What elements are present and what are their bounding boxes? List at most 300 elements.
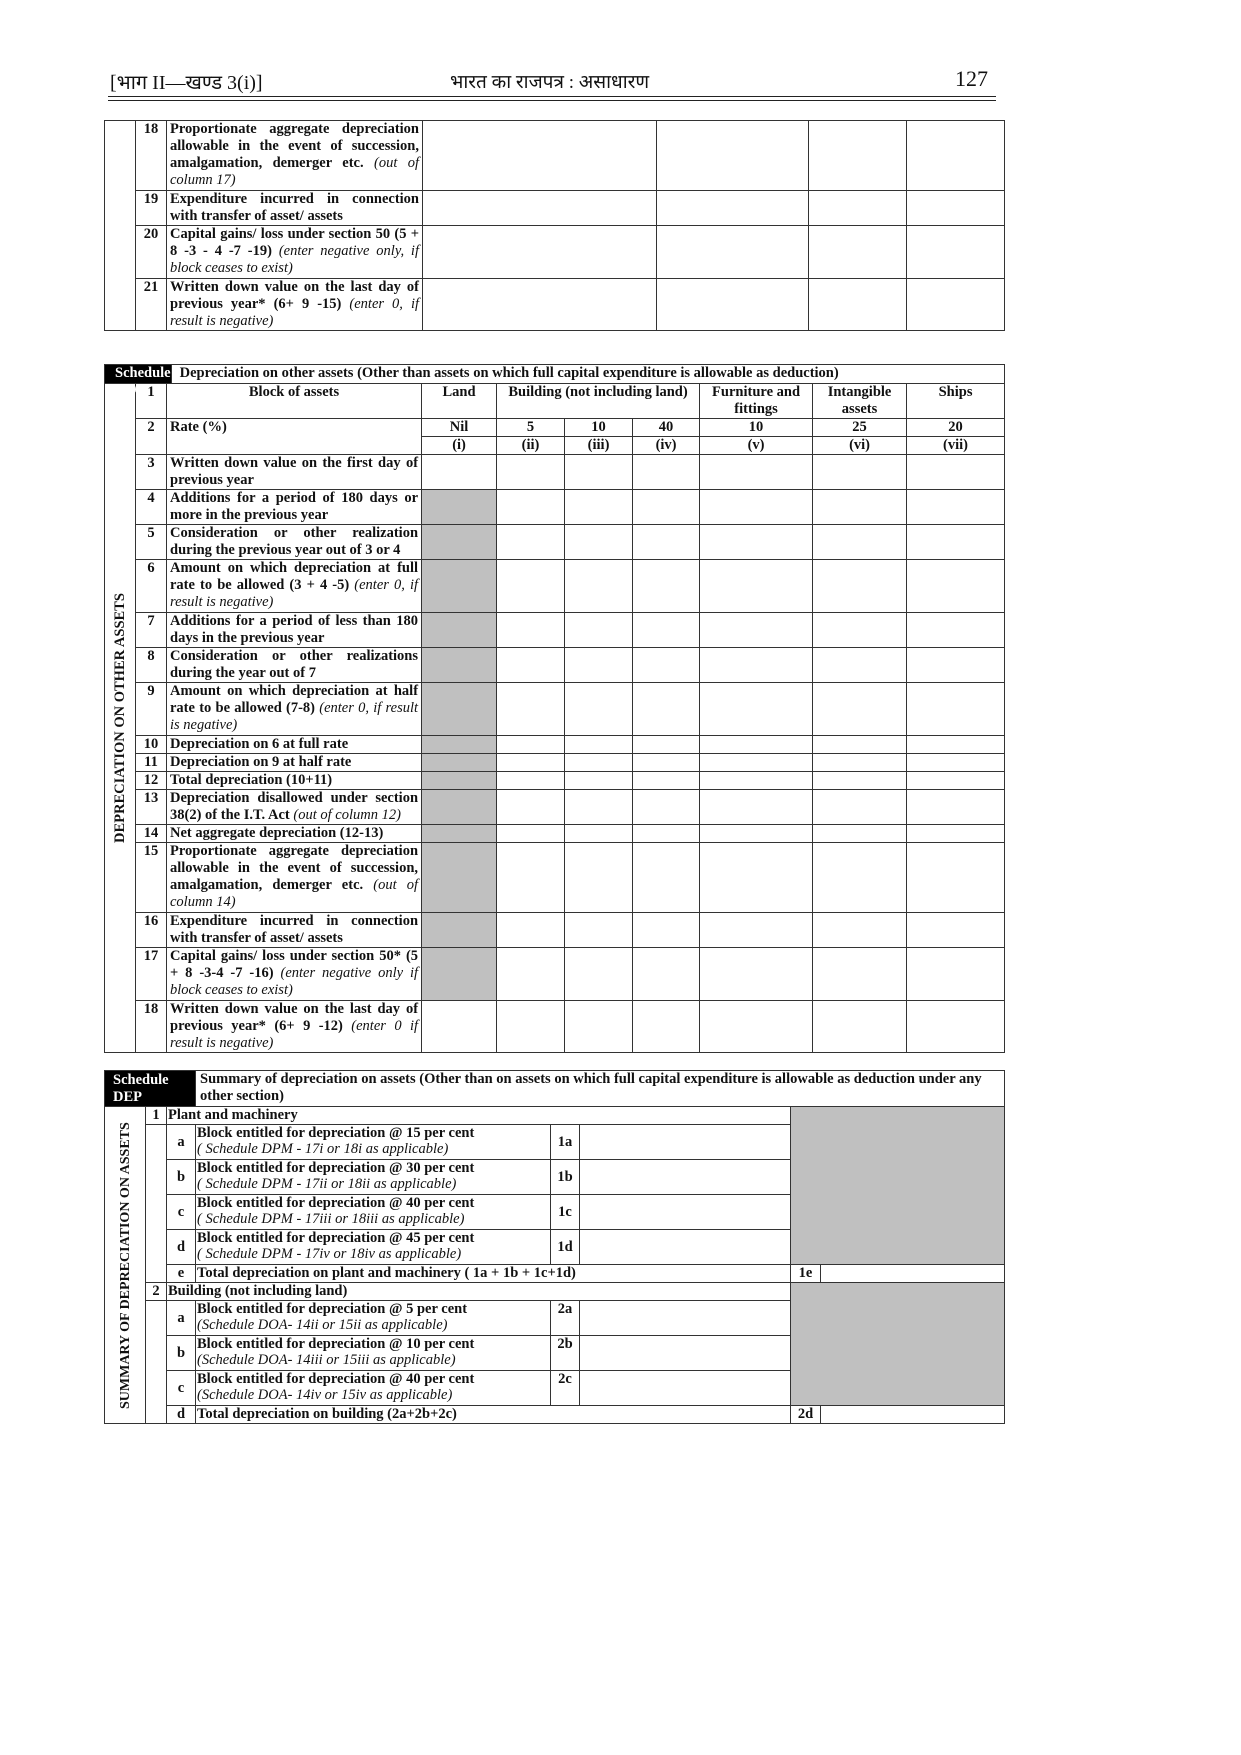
dpm-value-cell[interactable] bbox=[423, 226, 657, 279]
doa-value-cell[interactable] bbox=[633, 560, 700, 613]
doa-row bbox=[105, 790, 1005, 825]
shaded-cell bbox=[422, 772, 497, 790]
dep-total-value-cell[interactable] bbox=[821, 1406, 1005, 1424]
doa-value-cell[interactable] bbox=[633, 525, 700, 560]
item-code: 1b bbox=[551, 1160, 580, 1195]
row-note: (out of column 12) bbox=[293, 807, 401, 823]
doa-value-cell[interactable] bbox=[700, 948, 813, 1001]
row-label-text: Written down value on the last day of previous year* (6+ 9 -15) bbox=[170, 279, 419, 312]
dpm-value-cell[interactable] bbox=[809, 279, 907, 331]
row-label-text: Proportionate aggregate depreciation allowable in the event of succession, amalgamation, demerger etc. bbox=[170, 843, 419, 893]
doa-value-cell[interactable] bbox=[907, 790, 1005, 825]
row-label-text: Depreciation on 6 at full rate bbox=[170, 736, 349, 752]
row-note: (out of column 17) bbox=[170, 155, 419, 188]
item-letter: b bbox=[167, 1160, 196, 1195]
doa-row-label bbox=[167, 948, 422, 1001]
doa-value-cell[interactable] bbox=[565, 560, 633, 613]
doa-value-cell[interactable] bbox=[633, 455, 700, 490]
block-of-assets-header: Block of assets bbox=[167, 384, 422, 419]
doa-row-label bbox=[167, 455, 422, 490]
doa-value-cell[interactable] bbox=[813, 683, 907, 736]
dep-item-label bbox=[196, 1125, 551, 1160]
item-label-text: Block entitled for depreciation @ 40 per cent bbox=[197, 1371, 475, 1387]
doa-value-cell[interactable] bbox=[497, 772, 565, 790]
doa-value-cell[interactable] bbox=[700, 455, 813, 490]
header-rule bbox=[108, 96, 996, 97]
doa-row-label bbox=[167, 490, 422, 525]
row-label-text: Consideration or other realization during the previous year out of 3 or 4 bbox=[170, 525, 419, 558]
rate-value: 10 bbox=[700, 419, 813, 437]
doa-value-cell[interactable] bbox=[700, 1001, 813, 1053]
doa-value-cell[interactable] bbox=[700, 790, 813, 825]
rate-value: 10 bbox=[565, 419, 633, 437]
doa-value-cell[interactable] bbox=[497, 560, 565, 613]
item-code: 1d bbox=[551, 1230, 580, 1265]
doa-row-label bbox=[167, 525, 422, 560]
doa-value-cell[interactable] bbox=[565, 754, 633, 772]
doa-row bbox=[105, 913, 1005, 948]
doa-row bbox=[105, 560, 1005, 613]
row-label-text: Capital gains/ loss under section 50 (5 + 8 -3 - 4 -7 -19) bbox=[170, 226, 419, 259]
row-label-text: Expenditure incurred in connection with transfer of asset/ assets bbox=[170, 913, 419, 946]
doa-value-cell[interactable] bbox=[813, 772, 907, 790]
dep-value-cell[interactable] bbox=[580, 1336, 791, 1371]
doa-value-cell[interactable] bbox=[565, 772, 633, 790]
doa-value-cell[interactable] bbox=[497, 490, 565, 525]
doa-header-row bbox=[105, 384, 1005, 419]
doa-value-cell[interactable] bbox=[813, 560, 907, 613]
doa-row bbox=[105, 736, 1005, 754]
dpm-value-cell[interactable] bbox=[657, 226, 809, 279]
item-label-text: Block entitled for depreciation @ 5 per cent bbox=[197, 1301, 468, 1317]
dpm-row-label bbox=[167, 121, 423, 191]
row-number: 9 bbox=[136, 683, 167, 736]
row-number: 12 bbox=[136, 772, 167, 790]
dpm-row bbox=[105, 279, 1005, 331]
doa-row bbox=[105, 648, 1005, 683]
doa-value-cell[interactable] bbox=[700, 648, 813, 683]
dpm-value-cell[interactable] bbox=[423, 191, 657, 226]
doa-row-label bbox=[167, 1001, 422, 1053]
doa-row bbox=[105, 825, 1005, 843]
doa-value-cell[interactable] bbox=[813, 490, 907, 525]
dpm-row-label bbox=[167, 279, 423, 331]
doa-row bbox=[105, 455, 1005, 490]
item-label-text: Block entitled for depreciation @ 40 per cent bbox=[197, 1195, 475, 1211]
doa-value-cell[interactable] bbox=[700, 736, 813, 754]
dep-total-row bbox=[105, 1265, 1005, 1283]
row-number: 20 bbox=[136, 226, 167, 279]
item-letter: c bbox=[167, 1195, 196, 1230]
doa-value-cell[interactable] bbox=[813, 790, 907, 825]
dpm-value-cell[interactable] bbox=[423, 279, 657, 331]
dep-item-label bbox=[196, 1160, 551, 1195]
dpm-row bbox=[105, 121, 1005, 191]
dpm-value-cell[interactable] bbox=[907, 279, 1005, 331]
dep-item-label bbox=[196, 1371, 551, 1406]
doa-side-label-text: DEPRECIATION ON OTHER ASSETS bbox=[111, 593, 128, 843]
column-id: (i) bbox=[422, 437, 497, 455]
row-label-text: Total depreciation (10+11) bbox=[170, 772, 333, 788]
shaded-cell bbox=[422, 683, 497, 736]
dpm-row-label bbox=[167, 226, 423, 279]
dpm-value-cell[interactable] bbox=[423, 121, 657, 191]
dep-title: Summary of depreciation on assets (Other than on assets on which full capital expenditure is allowable as deduction under any other section) bbox=[196, 1071, 1005, 1107]
item-code: 1a bbox=[551, 1125, 580, 1160]
doa-value-cell[interactable] bbox=[813, 913, 907, 948]
item-note: (Schedule DOA- 14ii or 15ii as applicable) bbox=[197, 1317, 448, 1333]
doa-value-cell[interactable] bbox=[565, 948, 633, 1001]
dep-value-cell[interactable] bbox=[580, 1230, 791, 1265]
dep-title-row bbox=[105, 1071, 1005, 1107]
doa-value-cell[interactable] bbox=[633, 772, 700, 790]
dpm-row bbox=[105, 191, 1005, 226]
doa-row-label bbox=[167, 736, 422, 754]
row-note: (enter 0, if result is negative) bbox=[170, 577, 419, 610]
doa-row bbox=[105, 525, 1005, 560]
doa-value-cell[interactable] bbox=[422, 1001, 497, 1053]
row-number: 3 bbox=[136, 455, 167, 490]
doa-value-cell[interactable] bbox=[633, 648, 700, 683]
doa-value-cell[interactable] bbox=[700, 490, 813, 525]
dep-side-label-text: SUMMARY OF DEPRECIATION ON ASSETS bbox=[117, 1121, 133, 1409]
doa-value-cell[interactable] bbox=[633, 948, 700, 1001]
dpm-value-cell[interactable] bbox=[907, 121, 1005, 191]
rate-value: 5 bbox=[497, 419, 565, 437]
row-number: 4 bbox=[136, 490, 167, 525]
row-note: (enter 0, if result is negative) bbox=[170, 700, 419, 733]
dpm-side-cell bbox=[105, 121, 136, 331]
doa-value-cell[interactable] bbox=[497, 683, 565, 736]
row-number: 13 bbox=[136, 790, 167, 825]
shaded-cell bbox=[422, 754, 497, 772]
row-number: 15 bbox=[136, 843, 167, 913]
group-number: 2 bbox=[146, 1283, 167, 1301]
row-label-text: Consideration or other realizations during the year out of 7 bbox=[170, 648, 419, 681]
doa-value-cell[interactable] bbox=[907, 913, 1005, 948]
row-label-text: Proportionate aggregate depreciation allowable in the event of succession, amalgamation, demerger etc. bbox=[170, 121, 419, 171]
doa-value-cell[interactable] bbox=[497, 525, 565, 560]
dep-value-cell[interactable] bbox=[580, 1160, 791, 1195]
item-note: (Schedule DOA- 14iv or 15iv as applicable) bbox=[197, 1387, 453, 1403]
gazette-title: भारत का राजपत्र : असाधारण bbox=[450, 72, 650, 93]
doa-value-cell[interactable] bbox=[565, 455, 633, 490]
row-number: 10 bbox=[136, 736, 167, 754]
doa-value-cell[interactable] bbox=[907, 455, 1005, 490]
doa-value-cell[interactable] bbox=[633, 754, 700, 772]
item-code: 1c bbox=[551, 1195, 580, 1230]
doa-row-label bbox=[167, 683, 422, 736]
shaded-cell bbox=[422, 613, 497, 648]
doa-value-cell[interactable] bbox=[633, 843, 700, 913]
doa-row-label bbox=[167, 825, 422, 843]
doa-value-cell[interactable] bbox=[633, 736, 700, 754]
doa-value-cell[interactable] bbox=[907, 613, 1005, 648]
item-note: ( Schedule DPM - 17ii or 18ii as applicable) bbox=[197, 1176, 457, 1192]
doa-schedule-label-text: Schedule DOA bbox=[105, 365, 171, 383]
rate-value: 40 bbox=[633, 419, 700, 437]
doa-row-label bbox=[167, 613, 422, 648]
dpm-row-label bbox=[167, 191, 423, 226]
row-note: (enter negative only, if block ceases to exist) bbox=[170, 243, 419, 276]
dep-value-cell[interactable] bbox=[580, 1195, 791, 1230]
doa-value-cell[interactable] bbox=[497, 825, 565, 843]
doa-value-cell[interactable] bbox=[813, 455, 907, 490]
shaded-cell bbox=[422, 648, 497, 683]
doa-value-cell[interactable] bbox=[565, 525, 633, 560]
dpm-continued-table bbox=[104, 120, 1005, 331]
item-label-text: Block entitled for depreciation @ 45 per cent bbox=[197, 1230, 475, 1246]
doa-value-cell[interactable] bbox=[633, 683, 700, 736]
dep-value-cell[interactable] bbox=[580, 1125, 791, 1160]
doa-row bbox=[105, 948, 1005, 1001]
doa-value-cell[interactable] bbox=[813, 648, 907, 683]
doa-row-label bbox=[167, 790, 422, 825]
rate-label: Rate (%) bbox=[167, 419, 422, 455]
item-note: ( Schedule DPM - 17iv or 18iv as applicable) bbox=[197, 1246, 462, 1262]
item-note: ( Schedule DPM - 17i or 18i as applicable) bbox=[197, 1141, 449, 1157]
item-code: 2c bbox=[551, 1371, 580, 1406]
doa-value-cell[interactable] bbox=[907, 490, 1005, 525]
dep-item-label bbox=[196, 1195, 551, 1230]
row-number: 17 bbox=[136, 948, 167, 1001]
dep-value-cell[interactable] bbox=[580, 1301, 791, 1336]
row-number: 21 bbox=[136, 279, 167, 331]
shaded-cell bbox=[422, 490, 497, 525]
header-rule bbox=[108, 100, 996, 101]
doa-value-cell[interactable] bbox=[813, 613, 907, 648]
building-header: Building (not including land) bbox=[497, 384, 700, 419]
item-letter: a bbox=[167, 1125, 196, 1160]
doa-value-cell[interactable] bbox=[700, 913, 813, 948]
row-label-text: Net aggregate depreciation (12-13) bbox=[170, 825, 384, 841]
doa-value-cell[interactable] bbox=[813, 825, 907, 843]
doa-value-cell[interactable] bbox=[907, 843, 1005, 913]
ships-header: Ships bbox=[907, 384, 1005, 419]
doa-value-cell[interactable] bbox=[813, 843, 907, 913]
dpm-value-cell[interactable] bbox=[657, 121, 809, 191]
item-letter: e bbox=[167, 1265, 196, 1283]
doa-value-cell[interactable] bbox=[565, 490, 633, 525]
row-number: 11 bbox=[136, 754, 167, 772]
dpm-value-cell[interactable] bbox=[809, 226, 907, 279]
doa-value-cell[interactable] bbox=[633, 1001, 700, 1053]
item-label-text: Block entitled for depreciation @ 15 per cent bbox=[197, 1125, 475, 1141]
doa-value-cell[interactable] bbox=[907, 1001, 1005, 1053]
shaded-cell bbox=[791, 1107, 1005, 1265]
column-id: (v) bbox=[700, 437, 813, 455]
dep-group-row bbox=[105, 1283, 1005, 1301]
doa-value-cell[interactable] bbox=[565, 843, 633, 913]
doa-value-cell[interactable] bbox=[907, 525, 1005, 560]
shaded-cell bbox=[422, 825, 497, 843]
row-number: 5 bbox=[136, 525, 167, 560]
row-label-text: Additions for a period of 180 days or more in the previous year bbox=[170, 490, 419, 523]
doa-value-cell[interactable] bbox=[565, 648, 633, 683]
row-label-text: Amount on which depreciation at half rate to be allowed (7-8) bbox=[170, 683, 419, 716]
doa-value-cell[interactable] bbox=[907, 683, 1005, 736]
doa-value-cell[interactable] bbox=[497, 913, 565, 948]
dep-group-row bbox=[105, 1107, 1005, 1125]
dpm-value-cell[interactable] bbox=[809, 191, 907, 226]
row-label-text: Depreciation disallowed under section 38(2) of the I.T. Act bbox=[170, 790, 419, 823]
shaded-cell bbox=[422, 913, 497, 948]
row-label-text: Capital gains/ loss under section 50* (5 + 8 -3-4 -7 -16) bbox=[170, 948, 419, 981]
item-label-text: Block entitled for depreciation @ 30 per cent bbox=[197, 1160, 475, 1176]
doa-value-cell[interactable] bbox=[700, 560, 813, 613]
doa-value-cell[interactable] bbox=[497, 754, 565, 772]
schedule-doa-table bbox=[104, 364, 1005, 1053]
doa-row-label bbox=[167, 772, 422, 790]
item-note: ( Schedule DPM - 17iii or 18iii as applicable) bbox=[197, 1211, 465, 1227]
doa-row bbox=[105, 772, 1005, 790]
doa-value-cell[interactable] bbox=[700, 772, 813, 790]
shaded-cell bbox=[791, 1283, 1005, 1406]
doa-row bbox=[105, 1001, 1005, 1053]
row-number: 6 bbox=[136, 560, 167, 613]
doa-value-cell[interactable] bbox=[633, 613, 700, 648]
item-letter: d bbox=[167, 1230, 196, 1265]
dpm-value-cell[interactable] bbox=[809, 121, 907, 191]
doa-value-cell[interactable] bbox=[907, 736, 1005, 754]
row-label-text: Amount on which depreciation at full rate to be allowed (3 + 4 -5) bbox=[170, 560, 419, 593]
doa-value-cell[interactable] bbox=[633, 790, 700, 825]
row-note: (enter negative only if block ceases to exist) bbox=[170, 965, 419, 998]
dep-schedule-label: Schedule DEP bbox=[105, 1071, 196, 1107]
dep-total-value-cell[interactable] bbox=[821, 1265, 1005, 1283]
doa-value-cell[interactable] bbox=[633, 913, 700, 948]
row-number: 8 bbox=[136, 648, 167, 683]
doa-value-cell[interactable] bbox=[565, 613, 633, 648]
doa-value-cell[interactable] bbox=[565, 683, 633, 736]
item-note: (Schedule DOA- 14iii or 15iii as applicable) bbox=[197, 1352, 456, 1368]
row-number: 1 bbox=[136, 384, 167, 419]
land-header: Land bbox=[422, 384, 497, 419]
doa-value-cell[interactable] bbox=[565, 1001, 633, 1053]
doa-value-cell[interactable] bbox=[813, 948, 907, 1001]
row-number: 18 bbox=[136, 1001, 167, 1053]
row-label-text: Additions for a period of less than 180 days in the previous year bbox=[170, 613, 419, 646]
row-number: 18 bbox=[136, 121, 167, 191]
dpm-value-cell[interactable] bbox=[657, 191, 809, 226]
rate-value: 20 bbox=[907, 419, 1005, 437]
doa-value-cell[interactable] bbox=[907, 772, 1005, 790]
doa-value-cell[interactable] bbox=[700, 843, 813, 913]
doa-value-cell[interactable] bbox=[497, 455, 565, 490]
doa-value-cell[interactable] bbox=[497, 790, 565, 825]
shaded-cell bbox=[422, 790, 497, 825]
rate-value: 25 bbox=[813, 419, 907, 437]
doa-row-label bbox=[167, 648, 422, 683]
page-number: 127 bbox=[955, 66, 988, 91]
schedule-dep-table bbox=[104, 1070, 1005, 1424]
group-label: Plant and machinery bbox=[167, 1107, 791, 1125]
doa-value-cell[interactable] bbox=[813, 525, 907, 560]
doa-value-cell[interactable] bbox=[907, 648, 1005, 683]
dep-total-row bbox=[105, 1406, 1005, 1424]
doa-row-label bbox=[167, 754, 422, 772]
dep-item-label bbox=[196, 1336, 551, 1371]
doa-value-cell[interactable] bbox=[422, 455, 497, 490]
dpm-value-cell[interactable] bbox=[657, 279, 809, 331]
group-label: Building (not including land) bbox=[167, 1283, 791, 1301]
doa-value-cell[interactable] bbox=[565, 913, 633, 948]
item-letter: b bbox=[167, 1336, 196, 1371]
doa-value-cell[interactable] bbox=[907, 948, 1005, 1001]
item-label-text: Block entitled for depreciation @ 10 per cent bbox=[197, 1336, 475, 1352]
doa-value-cell[interactable] bbox=[813, 754, 907, 772]
doa-value-cell[interactable] bbox=[565, 736, 633, 754]
doa-side-label bbox=[105, 384, 136, 1053]
doa-row bbox=[105, 683, 1005, 736]
dpm-row bbox=[105, 226, 1005, 279]
item-letter: c bbox=[167, 1371, 196, 1406]
doa-value-cell[interactable] bbox=[700, 613, 813, 648]
intangible-header: Intangible assets bbox=[813, 384, 907, 419]
doa-row bbox=[105, 843, 1005, 913]
dep-indent-cell bbox=[146, 1125, 167, 1283]
row-note: (enter 0 if result is negative) bbox=[170, 1018, 419, 1051]
doa-row bbox=[105, 490, 1005, 525]
doa-value-cell[interactable] bbox=[907, 825, 1005, 843]
doa-value-cell[interactable] bbox=[700, 754, 813, 772]
row-label-text: Expenditure incurred in connection with transfer of asset/ assets bbox=[170, 191, 419, 224]
doa-value-cell[interactable] bbox=[497, 843, 565, 913]
doa-value-cell[interactable] bbox=[813, 1001, 907, 1053]
doa-value-cell[interactable] bbox=[497, 1001, 565, 1053]
doa-value-cell[interactable] bbox=[700, 683, 813, 736]
shaded-cell bbox=[422, 948, 497, 1001]
doa-value-cell[interactable] bbox=[497, 736, 565, 754]
furniture-header: Furniture and fittings bbox=[700, 384, 813, 419]
group-number: 1 bbox=[146, 1107, 167, 1125]
item-code: 2b bbox=[551, 1336, 580, 1371]
row-number: 19 bbox=[136, 191, 167, 226]
doa-row-label bbox=[167, 560, 422, 613]
doa-value-cell[interactable] bbox=[565, 790, 633, 825]
doa-title: Depreciation on other assets (Other than assets on which full capital expenditure is allowable as deduction) bbox=[171, 365, 839, 383]
dep-value-cell[interactable] bbox=[580, 1371, 791, 1406]
doa-rate-row bbox=[105, 419, 1005, 437]
column-id: (iii) bbox=[565, 437, 633, 455]
doa-value-cell[interactable] bbox=[907, 560, 1005, 613]
total-label: Total depreciation on building (2a+2b+2c) bbox=[196, 1406, 791, 1424]
dep-item-label bbox=[196, 1301, 551, 1336]
row-note: (enter 0, if result is negative) bbox=[170, 296, 420, 329]
dep-side-label bbox=[105, 1107, 146, 1424]
doa-row-label bbox=[167, 913, 422, 948]
doa-value-cell[interactable] bbox=[497, 613, 565, 648]
doa-value-cell[interactable] bbox=[497, 648, 565, 683]
doa-value-cell[interactable] bbox=[907, 754, 1005, 772]
row-label-text: Depreciation on 9 at half rate bbox=[170, 754, 352, 770]
doa-value-cell[interactable] bbox=[497, 948, 565, 1001]
row-number: 14 bbox=[136, 825, 167, 843]
doa-value-cell[interactable] bbox=[700, 525, 813, 560]
row-label-text: Written down value on the first day of previous year bbox=[170, 455, 419, 488]
dep-item-label bbox=[196, 1230, 551, 1265]
doa-value-cell[interactable] bbox=[813, 736, 907, 754]
doa-value-cell[interactable] bbox=[700, 825, 813, 843]
doa-value-cell[interactable] bbox=[633, 490, 700, 525]
dpm-value-cell[interactable] bbox=[907, 226, 1005, 279]
shaded-cell bbox=[422, 843, 497, 913]
column-id: (ii) bbox=[497, 437, 565, 455]
doa-value-cell[interactable] bbox=[565, 825, 633, 843]
doa-value-cell[interactable] bbox=[633, 825, 700, 843]
doa-row bbox=[105, 754, 1005, 772]
dpm-value-cell[interactable] bbox=[907, 191, 1005, 226]
